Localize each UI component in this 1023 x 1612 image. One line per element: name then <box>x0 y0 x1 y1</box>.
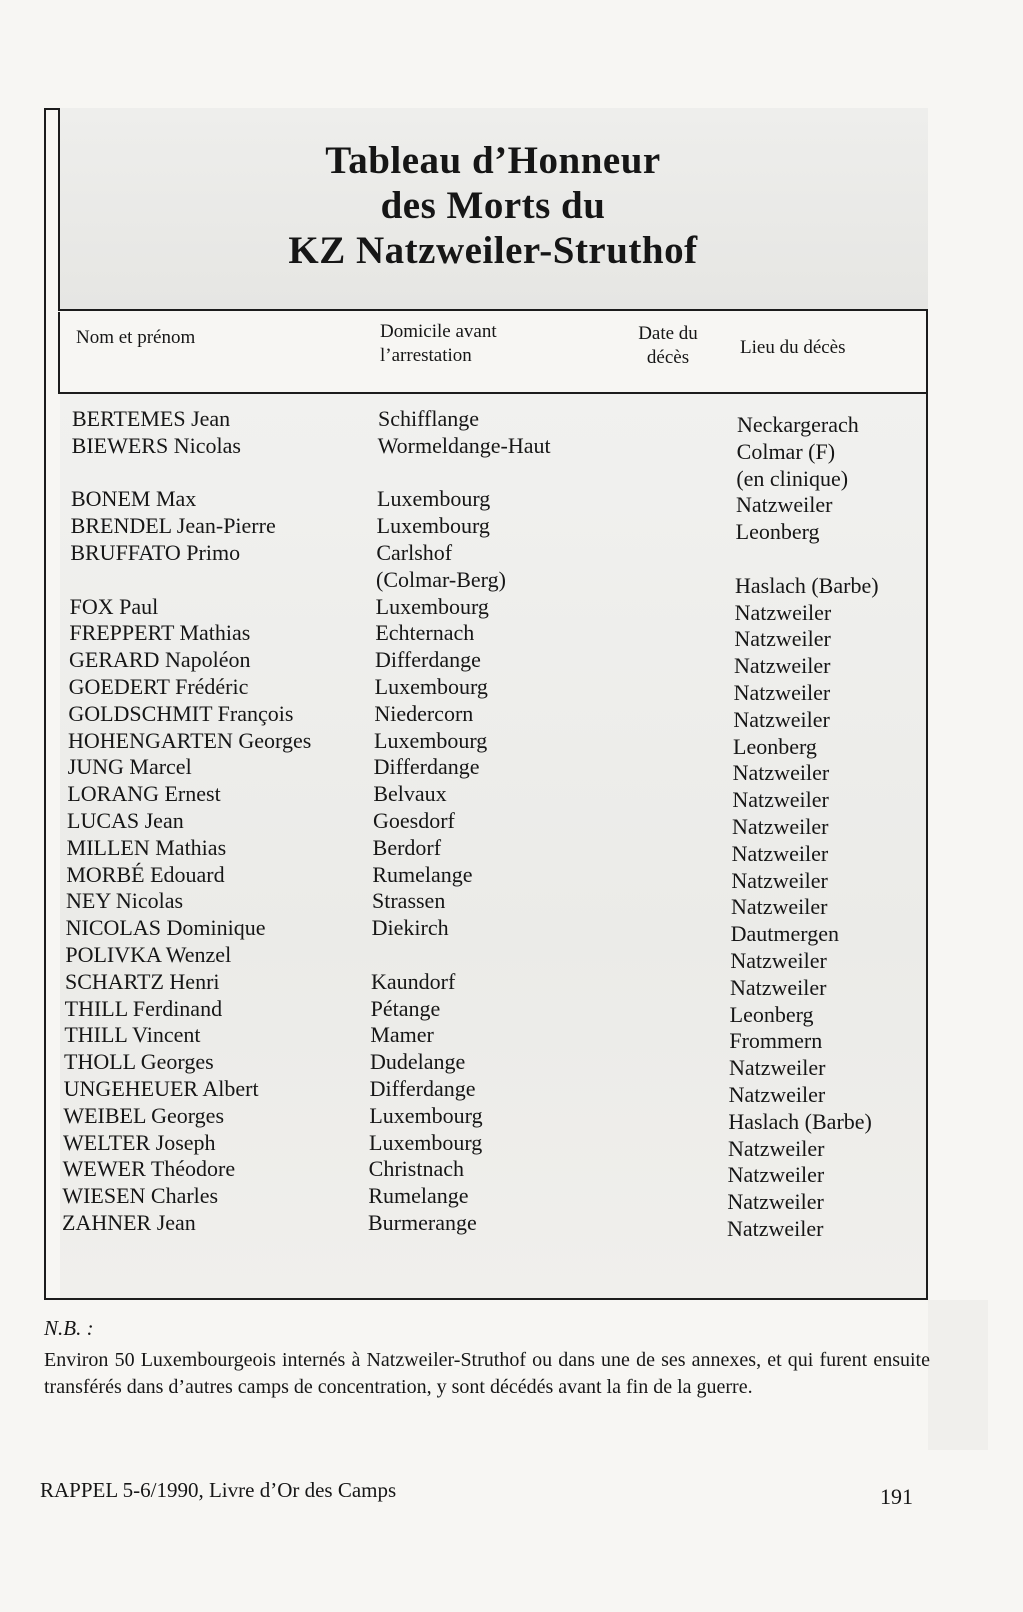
cell-name: HOHENGARTEN Georges <box>68 727 312 753</box>
cell-domicile: Mamer <box>370 1022 434 1048</box>
cell-domicile: Luxembourg <box>376 513 490 539</box>
table-header <box>58 312 928 394</box>
cell-name: WELTER Joseph <box>63 1129 216 1155</box>
cell-place: Natzweiler <box>734 653 831 679</box>
header-date-line-2: décès <box>646 347 690 368</box>
header-domicile <box>380 320 497 368</box>
cell-place: Neckargerach <box>737 412 859 437</box>
header-domicile-line-2: l’arrestation <box>380 345 472 366</box>
cell-place: Natzweiler <box>736 492 833 518</box>
cell-name: JUNG Marcel <box>67 754 192 780</box>
cell-domicile: Kaundorf <box>371 968 456 994</box>
cell-domicile: Rumelange <box>368 1183 469 1209</box>
cell-place: Haslach (Barbe) <box>728 1108 872 1134</box>
cell-name: NEY Nicolas <box>66 888 184 914</box>
cell-domicile: Echternach <box>375 620 475 646</box>
cell-place: Haslach (Barbe) <box>735 572 879 598</box>
cell-domicile: Luxembourg <box>369 1129 483 1155</box>
page-title <box>58 138 928 273</box>
header-date-line-1: Date du <box>638 323 698 344</box>
cell-place: Natzweiler <box>727 1216 824 1241</box>
cell-place: Natzweiler <box>731 894 828 920</box>
cell-name: GOLDSCHMIT François <box>68 700 294 726</box>
cell-place: Natzweiler <box>727 1162 825 1188</box>
cell-place: Leonberg <box>735 519 820 545</box>
footer-source: RAPPEL 5-6/1990, Livre d’Or des Camps <box>40 1478 397 1502</box>
cell-place: Natzweiler <box>732 814 829 839</box>
cell-name: BONEM Max <box>71 486 197 512</box>
cell-domicile: Strassen <box>372 888 446 914</box>
note-text: Environ 50 Luxembourgeois internés à Natzweiler-Struthof ou dans une de ses annexes, et qui furent ensuite transférés dans d’autres camps de concentration, y sont décédés avant la fin de la guerre. <box>44 1349 930 1398</box>
cell-place: Natzweiler <box>734 626 831 652</box>
cell-domicile: Berdorf <box>372 834 442 860</box>
cell-domicile: Niedercorn <box>374 700 474 726</box>
header-place: Lieu du décès <box>740 337 846 358</box>
cell-name: NICOLAS Dominique <box>65 915 266 941</box>
cell-domicile: Luxembourg <box>377 486 491 512</box>
cell-domicile: Luxembourg <box>369 1102 483 1128</box>
cell-domicile: (Colmar-Berg) <box>376 566 506 592</box>
cell-domicile: Christnach <box>368 1156 464 1182</box>
cell-place: Natzweiler <box>732 787 829 813</box>
cell-name: WIESEN Charles <box>62 1183 219 1209</box>
cell-domicile: Differdange <box>375 647 481 673</box>
cell-domicile: Luxembourg <box>374 727 488 753</box>
cell-place: Natzweiler <box>730 974 827 1000</box>
title-line-1: Tableau d’Honneur <box>325 139 661 182</box>
cell-domicile: Rumelange <box>372 861 473 887</box>
cell-name: GOEDERT Frédéric <box>68 674 249 699</box>
cell-place: Natzweiler <box>734 599 832 625</box>
cell-domicile: Goesdorf <box>373 808 455 833</box>
cell-domicile: Wormeldange-Haut <box>377 432 551 458</box>
cell-place: Frommern <box>729 1028 823 1054</box>
cell-name: MILLEN Mathias <box>66 834 227 860</box>
cell-domicile: Luxembourg <box>375 593 489 619</box>
note-label: N.B. : <box>44 1316 94 1340</box>
cell-name: SCHARTZ Henri <box>65 968 220 994</box>
cell-place: Natzweiler <box>728 1082 826 1107</box>
cell-name: THILL Vincent <box>64 1022 201 1048</box>
cell-domicile: Diekirch <box>371 915 449 941</box>
cell-name: UNGEHEUER Albert <box>63 1076 259 1101</box>
cell-name: LORANG Ernest <box>67 781 221 807</box>
cell-name: THOLL Georges <box>64 1049 214 1075</box>
title-line-2: des Morts du <box>380 184 606 227</box>
cell-domicile: Differdange <box>369 1076 476 1101</box>
cell-place: Natzweiler <box>733 680 831 705</box>
cell-domicile: Belvaux <box>373 781 447 807</box>
cell-domicile: Burmerange <box>368 1210 477 1235</box>
cell-name: MORBÉ Edouard <box>66 861 225 887</box>
cell-name: THILL Ferdinand <box>64 995 223 1021</box>
cell-domicile: Dudelange <box>370 1049 466 1075</box>
cell-domicile: Pétange <box>370 995 441 1021</box>
cell-place: Natzweiler <box>731 840 829 866</box>
header-domicile-line-1: Domicile avant <box>380 321 497 342</box>
cell-name: BRUFFATO Primo <box>70 540 241 565</box>
cell-domicile: Luxembourg <box>374 674 488 699</box>
cell-place: Dautmergen <box>730 921 839 947</box>
page-number: 191 <box>880 1484 913 1509</box>
header-name: Nom et prénom <box>76 327 196 348</box>
cell-place: Natzweiler <box>730 948 827 973</box>
cell-place: Colmar (F) <box>736 438 836 464</box>
cell-domicile: Carlshof <box>376 540 453 565</box>
cell-place: Natzweiler <box>727 1189 824 1215</box>
header-date <box>628 322 708 370</box>
cell-name: ZAHNER Jean <box>62 1210 196 1235</box>
cell-name: WEWER Théodore <box>62 1156 236 1182</box>
cell-name: BERTEMES Jean <box>72 406 231 431</box>
cell-name: WEIBEL Georges <box>63 1102 224 1128</box>
cell-place: Natzweiler <box>733 706 830 732</box>
cell-place: Natzweiler <box>728 1135 825 1161</box>
page-shadow <box>928 1300 988 1450</box>
cell-name: GERARD Napoléon <box>69 647 251 673</box>
cell-place: Natzweiler <box>729 1055 826 1081</box>
cell-place: Leonberg <box>729 1001 814 1027</box>
cell-place: Natzweiler <box>731 867 828 893</box>
cell-name: FREPPERT Mathias <box>69 620 251 646</box>
cell-domicile: Schifflange <box>378 406 480 431</box>
cell-place: Natzweiler <box>732 760 830 786</box>
cell-name: LUCAS Jean <box>67 808 184 833</box>
cell-name: BRENDEL Jean-Pierre <box>70 513 276 539</box>
cell-place: Leonberg <box>733 733 817 759</box>
cell-domicile: Differdange <box>373 754 480 780</box>
cell-place: (en clinique) <box>736 465 849 491</box>
cell-name: BIEWERS Nicolas <box>71 432 241 458</box>
cell-name: FOX Paul <box>69 593 159 619</box>
cell-name: POLIVKA Wenzel <box>65 942 232 967</box>
title-line-3: KZ Natzweiler-Struthof <box>288 229 698 272</box>
